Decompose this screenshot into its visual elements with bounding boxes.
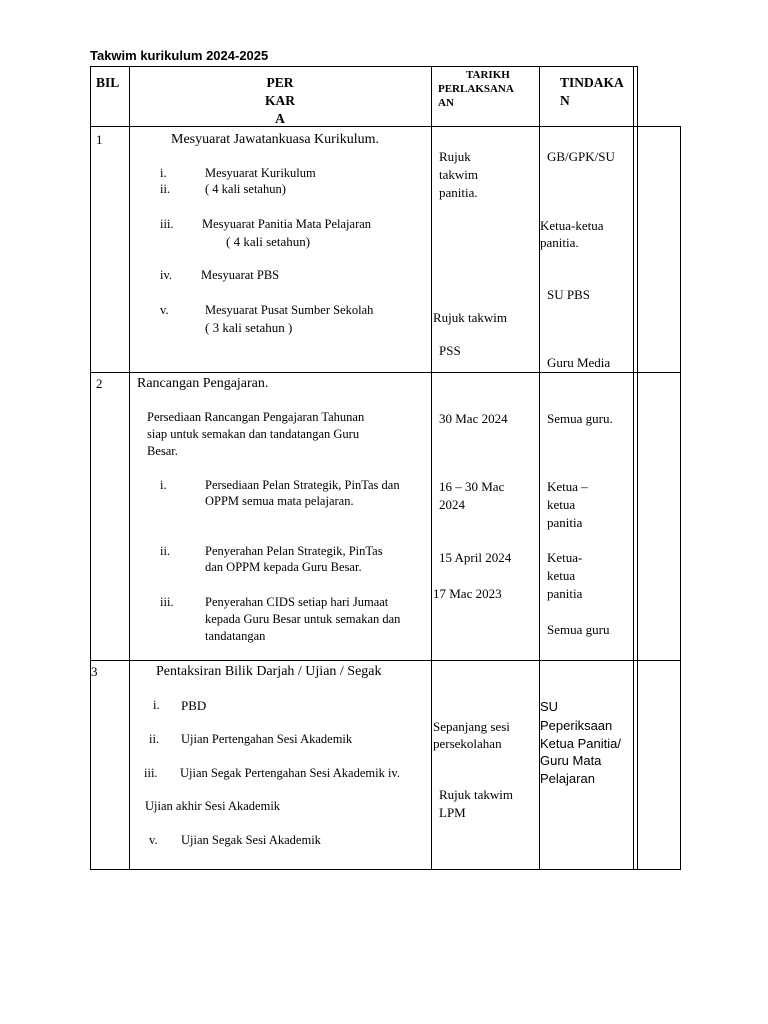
column-divider <box>633 66 634 870</box>
tindakan-text: panitia. <box>540 235 579 250</box>
row-number: 1 <box>96 132 103 147</box>
item-text: Mesyuarat PBS <box>201 268 280 282</box>
item-subtext: ( 3 kali setahun ) <box>205 320 293 335</box>
row-divider <box>90 372 680 373</box>
row-divider <box>90 660 680 661</box>
item-number: i. <box>160 166 167 180</box>
row-number: 3 <box>91 664 98 679</box>
tindakan-text: ketua <box>547 568 576 583</box>
item-number: iii. <box>160 217 174 231</box>
tarikh-text: PSS <box>439 343 461 358</box>
header-tarikh: TARIKH PERLAKSANA AN <box>438 69 514 109</box>
header-row-divider <box>90 126 680 127</box>
item-number: iii. <box>160 595 174 609</box>
item-number: ii. <box>160 182 171 196</box>
tindakan-text: Guru Mata <box>540 753 602 768</box>
item-text: Ujian Segak Sesi Akademik <box>181 833 321 847</box>
item-text: Mesyuarat Panitia Mata Pelajaran <box>202 217 372 231</box>
item-text: kepada Guru Besar untuk semakan dan <box>205 612 401 626</box>
item-subtext: ( 4 kali setahun) <box>226 234 311 249</box>
intro-text: Persediaan Rancangan Pengajaran Tahunan <box>147 410 365 424</box>
item-text: ( 4 kali setahun) <box>205 182 286 196</box>
tarikh-text: Rujuk takwim <box>439 787 514 802</box>
item-number: iv. <box>160 268 173 282</box>
section-title: Rancangan Pengajaran. <box>137 376 269 391</box>
item-text: tandatangan <box>205 629 266 643</box>
item-number: i. <box>160 478 167 492</box>
table-border-right <box>680 126 681 870</box>
tarikh-text: 2024 <box>439 497 465 512</box>
header-bil: BIL <box>96 75 120 90</box>
column-divider <box>637 66 638 870</box>
tindakan-text: Semua guru <box>547 622 610 637</box>
tindakan-text: panitia <box>547 515 583 530</box>
item-number: iii. <box>144 766 158 780</box>
row-number: 2 <box>96 376 103 391</box>
column-divider <box>129 66 130 870</box>
table-border-top <box>90 66 637 67</box>
tarikh-text: takwim <box>439 167 478 182</box>
section-title: Mesyuarat Jawatankuasa Kurikulum. <box>171 132 379 147</box>
header-perkara: PER KAR A <box>265 75 295 126</box>
item-number: i. <box>153 698 160 712</box>
item-text: Ujian Pertengahan Sesi Akademik <box>181 732 353 746</box>
tindakan-text: Guru Media <box>547 355 611 370</box>
item-text: Persediaan Pelan Strategik, PinTas dan <box>205 478 400 492</box>
item-text: Penyerahan Pelan Strategik, PinTas <box>205 544 383 558</box>
item-text: Mesyuarat Pusat Sumber Sekolah <box>205 303 374 317</box>
item-number: ii. <box>160 544 171 558</box>
intro-text: Besar. <box>147 444 178 458</box>
header-tindakan: TINDAKA N <box>560 75 624 108</box>
tindakan-text: Ketua Panitia/ <box>540 736 621 751</box>
tindakan-text: Ketua-ketua <box>540 218 604 233</box>
tindakan-text: Ketua- <box>547 550 583 565</box>
item-number: v. <box>149 833 158 847</box>
tindakan-text: Semua guru. <box>547 411 613 426</box>
table-border-left <box>90 66 91 870</box>
item-text: Ujian akhir Sesi Akademik <box>145 799 281 813</box>
section-title: Pentaksiran Bilik Darjah / Ujian / Segak <box>156 664 382 679</box>
item-text: OPPM semua mata pelajaran. <box>205 494 354 508</box>
tindakan-text: SU <box>540 699 559 714</box>
tarikh-text: Sepanjang sesi <box>433 719 510 734</box>
tindakan-text: Peperiksaan <box>540 718 613 733</box>
document-title: Takwim kurikulum 2024-2025 <box>90 48 269 63</box>
item-text: Penyerahan CIDS setiap hari Jumaat <box>205 595 389 609</box>
item-text: Ujian Segak Pertengahan Sesi Akademik iv. <box>180 766 400 780</box>
tarikh-text: 17 Mac 2023 <box>433 586 502 601</box>
item-text: dan OPPM kepada Guru Besar. <box>205 560 362 574</box>
tarikh-text: panitia. <box>439 185 478 200</box>
tarikh-text: persekolahan <box>433 736 502 751</box>
tarikh-text: 30 Mac 2024 <box>439 411 508 426</box>
tarikh-text: LPM <box>439 805 466 820</box>
tarikh-text: 16 – 30 Mac <box>439 479 505 494</box>
item-number: ii. <box>149 732 160 746</box>
tarikh-text: Rujuk <box>439 149 471 164</box>
tindakan-text: ketua <box>547 497 576 512</box>
tindakan-text: SU PBS <box>547 287 590 302</box>
item-text: PBD <box>181 698 207 713</box>
column-divider <box>431 66 432 870</box>
tarikh-text: Rujuk takwim <box>433 310 508 325</box>
tindakan-text: panitia <box>547 586 583 601</box>
item-number: v. <box>160 303 169 317</box>
table-border-bottom <box>90 869 680 870</box>
tindakan-text: Ketua – <box>547 479 588 494</box>
tarikh-text: 15 April 2024 <box>439 550 512 565</box>
intro-text: siap untuk semakan dan tandatangan Guru <box>147 427 360 441</box>
item-text: Mesyuarat Kurikulum <box>205 166 316 180</box>
tindakan-text: GB/GPK/SU <box>547 149 615 164</box>
tindakan-text: Pelajaran <box>540 771 595 786</box>
